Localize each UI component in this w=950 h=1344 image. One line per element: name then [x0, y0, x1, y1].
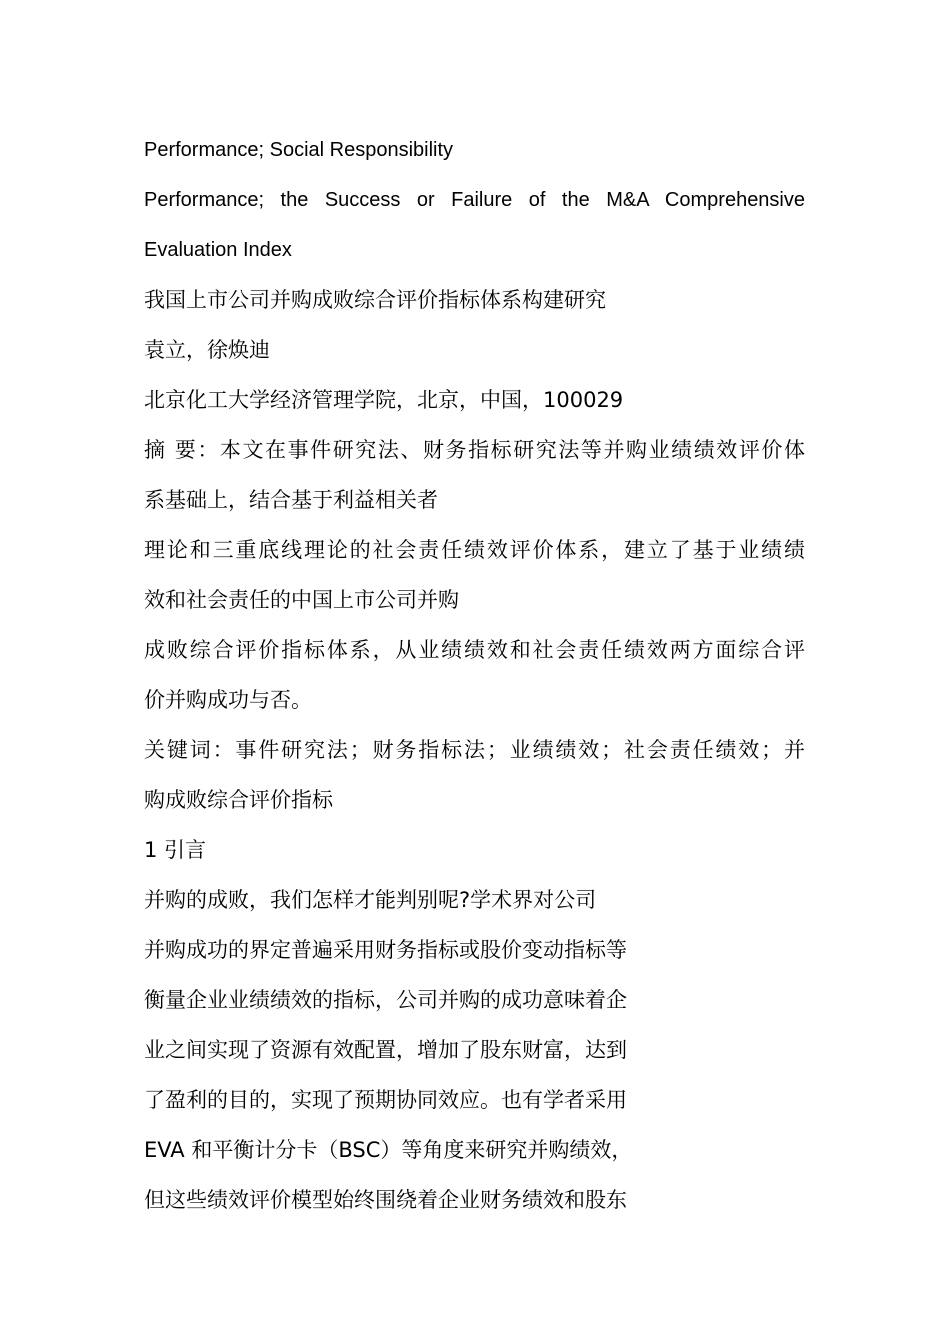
- body-paragraph-line: 并购的成败，我们怎样才能判别呢?学术界对公司: [144, 888, 597, 912]
- authors: 袁立，徐焕迪: [144, 338, 270, 362]
- body-paragraph-line: 衡量企业业绩绩效的指标，公司并购的成功意味着企: [144, 988, 627, 1012]
- abstract-line: 理论和三重底线理论的社会责任绩效评价体系，建立了基于业绩绩: [144, 538, 805, 562]
- keywords-line: 关键词：事件研究法；财务指标法；业绩绩效；社会责任绩效；并: [144, 738, 805, 762]
- abstract-line: 系基础上，结合基于利益相关者: [144, 488, 438, 512]
- body-paragraph-line: 业之间实现了资源有效配置，增加了股东财富，达到: [144, 1038, 627, 1062]
- body-paragraph-line: 并购成功的界定普遍采用财务指标或股价变动指标等: [144, 938, 627, 962]
- document-body: [144, 125, 805, 1225]
- english-keywords-line: Evaluation Index: [144, 239, 292, 261]
- body-paragraph-line: EVA 和平衡计分卡（BSC）等角度来研究并购绩效，: [144, 1138, 633, 1162]
- paper-title: 我国上市公司并购成败综合评价指标体系构建研究: [144, 288, 606, 312]
- abstract-line: 效和社会责任的中国上市公司并购: [144, 588, 459, 612]
- body-paragraph-line: 了盈利的目的，实现了预期协同效应。也有学者采用: [144, 1088, 627, 1112]
- abstract-line: 摘 要：本文在事件研究法、财务指标研究法等并购业绩绩效评价体: [144, 438, 805, 462]
- body-paragraph-line: 但这些绩效评价模型始终围绕着企业财务绩效和股东: [144, 1188, 627, 1212]
- english-keywords-line: Performance; Social Responsibility: [144, 139, 454, 161]
- abstract-line: 价并购成功与否。: [144, 688, 312, 712]
- abstract-line: 成败综合评价指标体系，从业绩绩效和社会责任绩效两方面综合评: [144, 638, 805, 662]
- section-heading: 1 引言: [144, 838, 207, 862]
- keywords-line: 购成败综合评价指标: [144, 788, 333, 812]
- english-keywords-line: Performance; the Success or Failure of the M&A Comprehensive: [144, 189, 805, 211]
- affiliation: 北京化工大学经济管理学院，北京，中国，100029: [144, 388, 624, 412]
